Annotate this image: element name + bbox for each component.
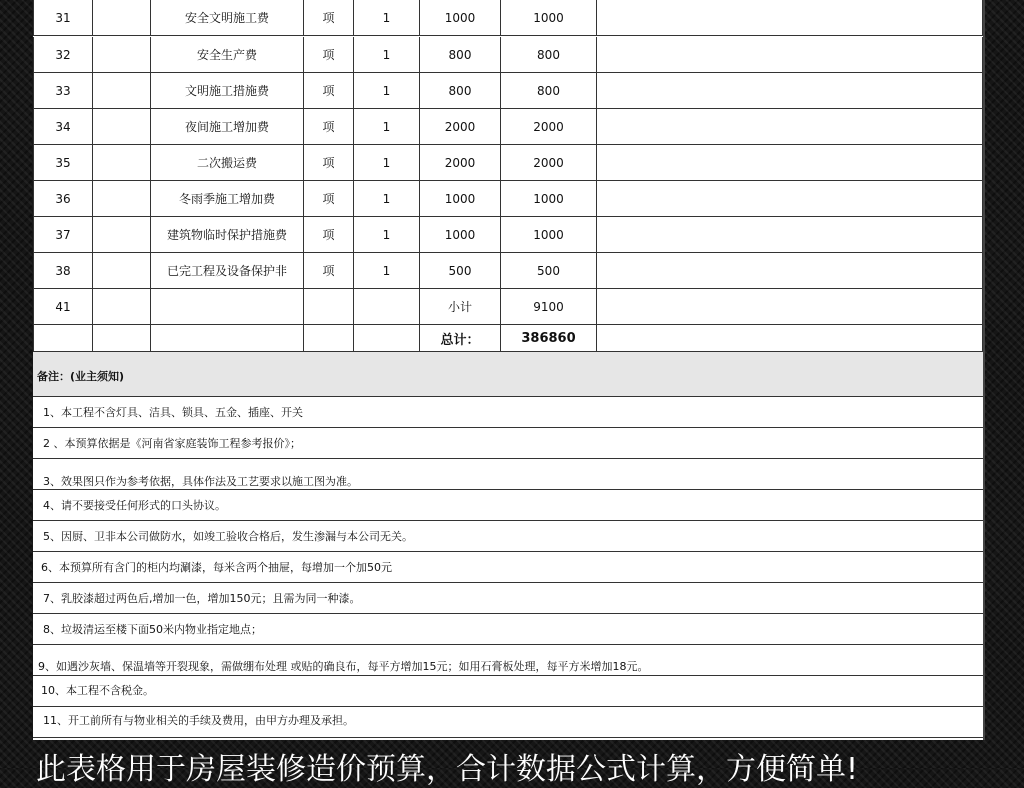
amount-cell: 2000 [501,145,597,180]
quantity-cell: 1 [354,37,420,72]
unit-cell: 项 [304,253,354,288]
quantity-cell: 1 [354,109,420,144]
note-text: 6、本预算所有含门的柜内均涮漆，每米含两个抽屉，每增加一个加50元 [41,561,392,574]
amount-cell: 800 [501,73,597,108]
empty-cell [33,325,93,351]
empty-cell [93,73,151,108]
item-name-cell: 二次搬运费 [151,145,304,180]
empty-cell [93,325,151,351]
table-row [33,0,983,36]
empty-cell [93,145,151,180]
empty-cell [93,289,151,324]
note-text: 1、本工程不含灯具、洁具、锁具、五金、插座、开关 [43,406,303,419]
note-row [33,645,983,676]
amount-cell: 1000 [501,217,597,252]
item-number-cell: 34 [33,109,93,144]
empty-cell [93,0,151,35]
remark-cell [597,145,983,180]
item-name-cell: 已完工程及设备保护非 [151,253,304,288]
note-row [33,521,983,552]
note-row [33,459,983,490]
budget-sheet [33,0,985,740]
remark-cell [597,0,983,35]
remark-cell [597,289,983,324]
table-row [33,217,983,253]
subtotal-value: 9100 [501,289,597,324]
item-name-cell: 建筑物临时保护措施费 [151,217,304,252]
amount-cell: 500 [501,253,597,288]
table-row [33,73,983,109]
amount-cell: 800 [501,37,597,72]
quantity-cell: 1 [354,181,420,216]
item-name-cell: 夜间施工增加费 [151,109,304,144]
empty-cell [93,217,151,252]
table-row [33,253,983,289]
note-text: 9、如遇沙灰墙、保温墙等开裂现象，需做绷布处理 或贴的确良布，每平方增加15元；如用石膏板处理，每平方米增加18元。 [38,660,649,673]
total-label: 总计： [420,325,501,351]
empty-cell [93,181,151,216]
note-row [33,614,983,645]
remark-cell [597,73,983,108]
quantity-cell: 1 [354,73,420,108]
note-row [33,490,983,521]
note-text: 3、效果图只作为参考依据，具体作法及工艺要求以施工图为准。 [43,475,358,488]
note-row [33,428,983,459]
subtotal-row [33,289,983,325]
unit-price-cell: 500 [420,253,501,288]
total-value: 386860 [501,325,597,351]
table-row [33,145,983,181]
quantity-cell: 1 [354,253,420,288]
item-name-cell: 冬雨季施工增加费 [151,181,304,216]
item-number-cell: 37 [33,217,93,252]
unit-price-cell: 800 [420,73,501,108]
table-row [33,181,983,217]
note-row [33,397,983,428]
note-text: 7、乳胶漆超过两色后,增加一色，增加150元；且需为同一种漆。 [43,592,361,605]
notes-heading-row [33,352,983,397]
remark-cell [597,37,983,72]
note-row [33,583,983,614]
amount-cell: 2000 [501,109,597,144]
note-text: 8、垃圾清运至楼下面50米内物业指定地点； [43,623,262,636]
unit-cell: 项 [304,181,354,216]
note-row [33,552,983,583]
table-row [33,37,983,73]
unit-price-cell: 2000 [420,145,501,180]
note-row [33,707,983,738]
note-text: 2 、本预算依据是《河南省家庭装饰工程参考报价》； [43,437,301,450]
amount-cell: 1000 [501,181,597,216]
unit-cell: 项 [304,109,354,144]
quantity-cell: 1 [354,217,420,252]
item-number-cell: 33 [33,73,93,108]
unit-cell: 项 [304,73,354,108]
item-number-cell: 31 [33,0,93,35]
empty-cell [304,325,354,351]
item-name-cell: 安全生产费 [151,37,304,72]
unit-cell: 项 [304,145,354,180]
quantity-cell: 1 [354,145,420,180]
total-row [33,325,983,352]
item-number-cell: 38 [33,253,93,288]
note-row [33,676,983,707]
subtotal-label: 小计 [420,289,501,324]
unit-cell: 项 [304,0,354,35]
item-name-cell: 文明施工措施费 [151,73,304,108]
remark-cell [597,325,983,351]
quantity-cell: 1 [354,0,420,35]
remark-cell [597,181,983,216]
table-row [33,109,983,145]
empty-cell [354,325,420,351]
item-number-cell: 41 [33,289,93,324]
amount-cell: 1000 [501,0,597,35]
empty-cell [354,289,420,324]
item-number-cell: 36 [33,181,93,216]
note-text: 10、本工程不含税金。 [41,684,154,697]
empty-cell [93,109,151,144]
unit-price-cell: 1000 [420,217,501,252]
remark-cell [597,109,983,144]
unit-price-cell: 1000 [420,181,501,216]
item-number-cell: 35 [33,145,93,180]
unit-cell: 项 [304,37,354,72]
notes-heading: 备注：(业主须知) [37,370,125,383]
empty-cell [304,289,354,324]
empty-cell [93,37,151,72]
note-text: 11、开工前所有与物业相关的手续及费用，由甲方办理及承担。 [43,714,354,727]
note-text: 4、请不要接受任何形式的口头协议。 [43,499,226,512]
promo-caption: 此表格用于房屋装修造价预算，合计数据公式计算，方便简单! [36,752,859,787]
empty-cell [151,289,304,324]
unit-price-cell: 2000 [420,109,501,144]
unit-price-cell: 1000 [420,0,501,35]
empty-cell [93,253,151,288]
remark-cell [597,217,983,252]
item-number-cell: 32 [33,37,93,72]
note-text: 5、因厨、卫非本公司做防水，如竣工验收合格后，发生渗漏与本公司无关。 [43,530,413,543]
remark-cell [597,253,983,288]
unit-price-cell: 800 [420,37,501,72]
item-name-cell: 安全文明施工费 [151,0,304,35]
unit-cell: 项 [304,217,354,252]
empty-cell [151,325,304,351]
